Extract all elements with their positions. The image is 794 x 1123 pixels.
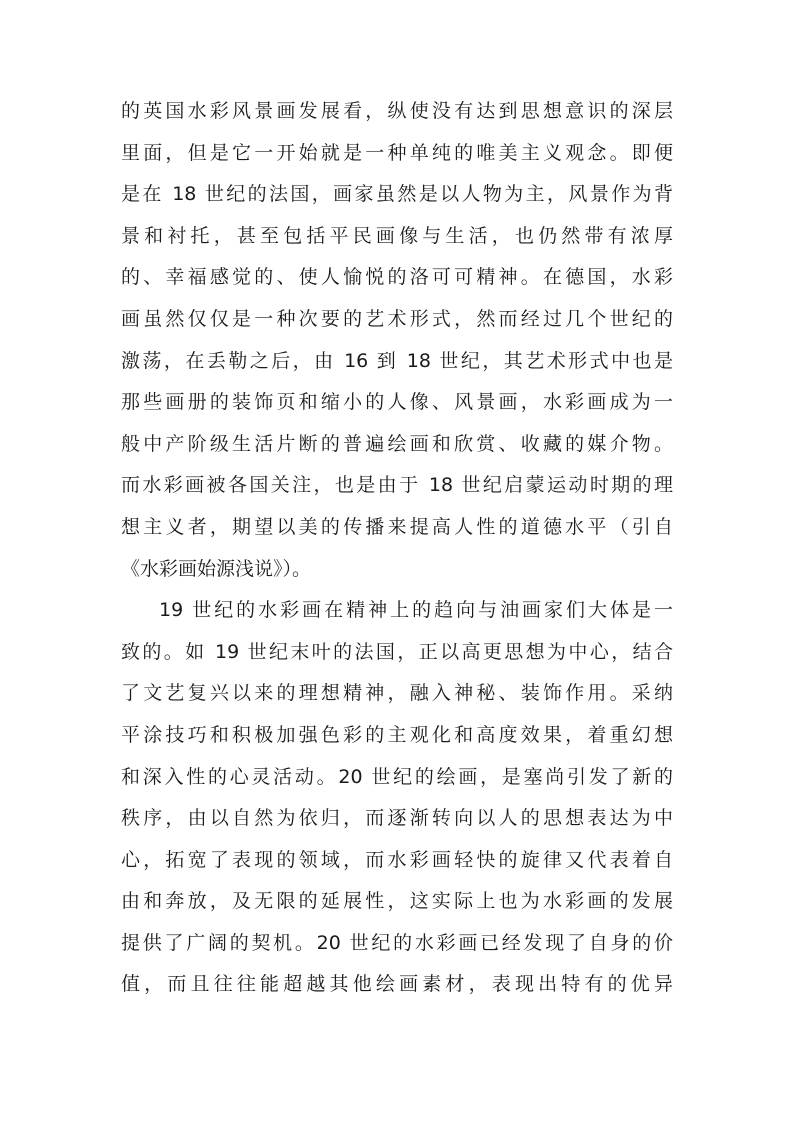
text-line: 里面，但是它一开始就是一种单纯的唯美主义观念。即便	[121, 141, 673, 164]
text-line: 画虽然仅仅是一种次要的艺术形式，然而经过几个世纪的	[121, 307, 673, 330]
text-line: 般中产阶级生活片断的普遍绘画和欣赏、收藏的媒介物。	[121, 432, 673, 455]
text-line: 秩序，由以自然为依归，而逐渐转向以人的思想表达为中	[121, 807, 673, 830]
text-line: 是在 18 世纪的法国，画家虽然是以人物为主，风景作为背	[121, 183, 673, 206]
text-line: 的、幸福感觉的、使人愉悦的洛可可精神。在德国，水彩	[121, 266, 673, 289]
text-line: 提供了广阔的契机。20 世纪的水彩画已经发现了自身的价	[121, 931, 673, 954]
text-line: 心，拓宽了表现的领域，而水彩画轻快的旋律又代表着自	[121, 848, 673, 871]
text-line: 景和衬托，甚至包括平民画像与生活，也仍然带有浓厚	[121, 224, 673, 247]
text-line: 《水彩画始源浅说》）。	[121, 557, 312, 580]
text-line: 的英国水彩风景画发展看，纵使没有达到思想意识的深层	[121, 100, 673, 122]
text-line: 和深入性的心灵活动。20 世纪的绘画，是塞尚引发了新的	[121, 765, 673, 788]
body-text	[121, 91, 673, 1006]
text-line: 而水彩画被各国关注，也是由于 18 世纪启蒙运动时期的理	[121, 474, 673, 497]
text-line: 平涂技巧和积极加强色彩的主观化和高度效果，着重幻想	[121, 723, 673, 746]
text-line: 那些画册的装饰页和缩小的人像、风景画，水彩画成为一	[121, 391, 673, 414]
text-line: 想主义者，期望以美的传播来提高人性的道德水平（引自	[121, 515, 673, 538]
text-line: 致的。如 19 世纪末叶的法国，正以高更思想为中心，结合	[121, 640, 673, 663]
text-line: 19 世纪的水彩画在精神上的趋向与油画家们大体是一	[159, 599, 673, 622]
text-line: 激荡，在丢勒之后，由 16 到 18 世纪，其艺术形式中也是	[121, 349, 673, 372]
text-line: 由和奔放，及无限的延展性，这实际上也为水彩画的发展	[121, 890, 673, 913]
text-line: 值，而且往往能超越其他绘画素材，表现出特有的优异	[121, 973, 673, 996]
text-line: 了文艺复兴以来的理想精神，融入神秘、装饰作用。采纳	[121, 682, 673, 705]
